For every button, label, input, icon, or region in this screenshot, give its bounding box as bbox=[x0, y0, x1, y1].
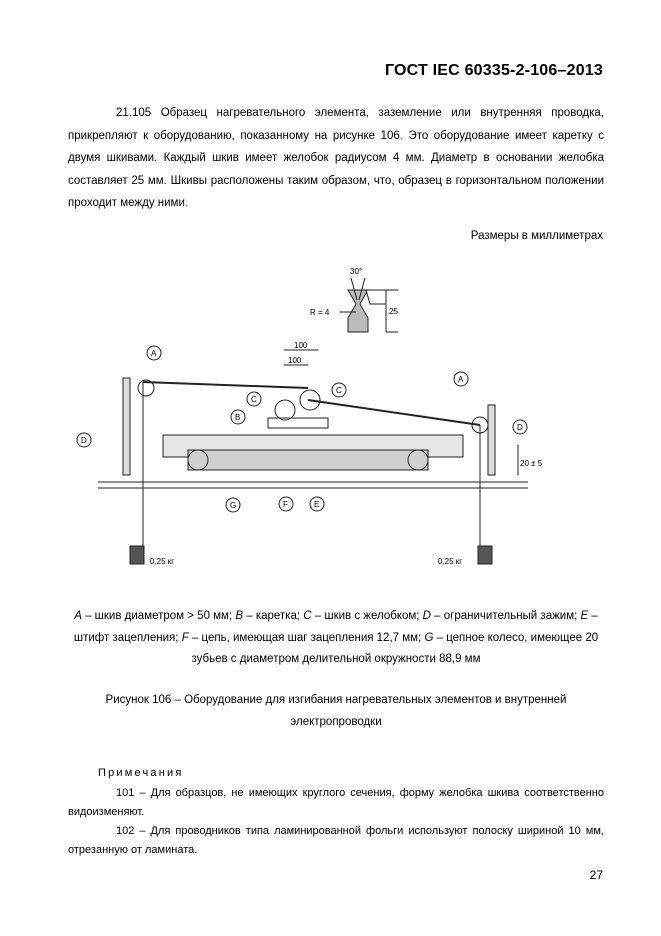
label-A-left: A bbox=[151, 349, 157, 358]
standard-header: ГОСТ IEC 60335-2-106–2013 bbox=[384, 62, 603, 79]
legend-A: A – шкив диаметром > 50 мм; bbox=[74, 610, 236, 622]
label-A-right: A bbox=[458, 375, 464, 384]
legend-C: C – шкив с желобком; bbox=[303, 610, 423, 622]
detail-dim: 25 bbox=[389, 307, 398, 316]
label-G: G bbox=[230, 501, 237, 510]
detail-radius: R = 4 bbox=[310, 308, 330, 317]
dim-height: 20 ± 5 bbox=[520, 459, 543, 468]
dim-top: 100 bbox=[294, 341, 308, 350]
page-number: 27 bbox=[589, 868, 603, 882]
legend-F: F – цепь, имеющая шаг зацепления 12,7 мм; bbox=[181, 631, 425, 644]
figure-legend bbox=[68, 606, 604, 671]
label-C-left: C bbox=[251, 395, 257, 404]
label-F: F bbox=[283, 500, 288, 509]
note-102: 102 – Для проводников типа ламинированной фольги используют полоску шириной 10 мм, отрезанную от ламината. bbox=[68, 825, 604, 856]
legend-B: B – каретка; bbox=[235, 610, 304, 622]
dim-second: 100 bbox=[288, 356, 302, 365]
label-D-right: D bbox=[517, 423, 523, 432]
label-B: B bbox=[235, 413, 241, 422]
legend-G: G – цепное колесо, имеющее 20 зубьев с диаметром делительной окружности 88,9 мм bbox=[191, 631, 599, 665]
label-C-right: C bbox=[336, 386, 342, 395]
weight-right: 0,25 кг bbox=[438, 557, 463, 566]
dimensions-note: Размеры в миллиметрах bbox=[470, 230, 603, 242]
legend-D: D – ограничительный зажим; bbox=[422, 610, 581, 622]
detail-angle: 30° bbox=[350, 267, 363, 276]
figure-106-drawing bbox=[68, 260, 604, 580]
label-E: E bbox=[314, 500, 320, 509]
figure-caption: Рисунок 106 – Оборудование для изгибания нагревательных элементов и внутренней электропроводки bbox=[105, 694, 567, 728]
label-D-left: D bbox=[81, 436, 87, 445]
weight-left: 0,25 кг bbox=[150, 557, 175, 566]
legend-E: E – штифт зацепления; bbox=[73, 610, 598, 644]
section-paragraph: 21.105 Образец нагревательного элемента, заземление или внутренняя проводка, прикрепляют к оборудованию, показанному на рисунке 106. Это оборудование имеет каретку с двумя шкивами. Каждый шкив имеет желобок радиусом 4 мм. Диаметр в основании желобка составляет 25 мм. Шкивы расположены таким образом, что, образец в горизонтальном положении проходит между ними. bbox=[68, 107, 604, 209]
notes-title: Примечания bbox=[98, 767, 184, 779]
note-101: 101 – Для образцов, не имеющих круглого сечения, форму желобка шкива соответственно видоизменяют. bbox=[68, 787, 604, 818]
pulley-detail bbox=[340, 278, 398, 332]
